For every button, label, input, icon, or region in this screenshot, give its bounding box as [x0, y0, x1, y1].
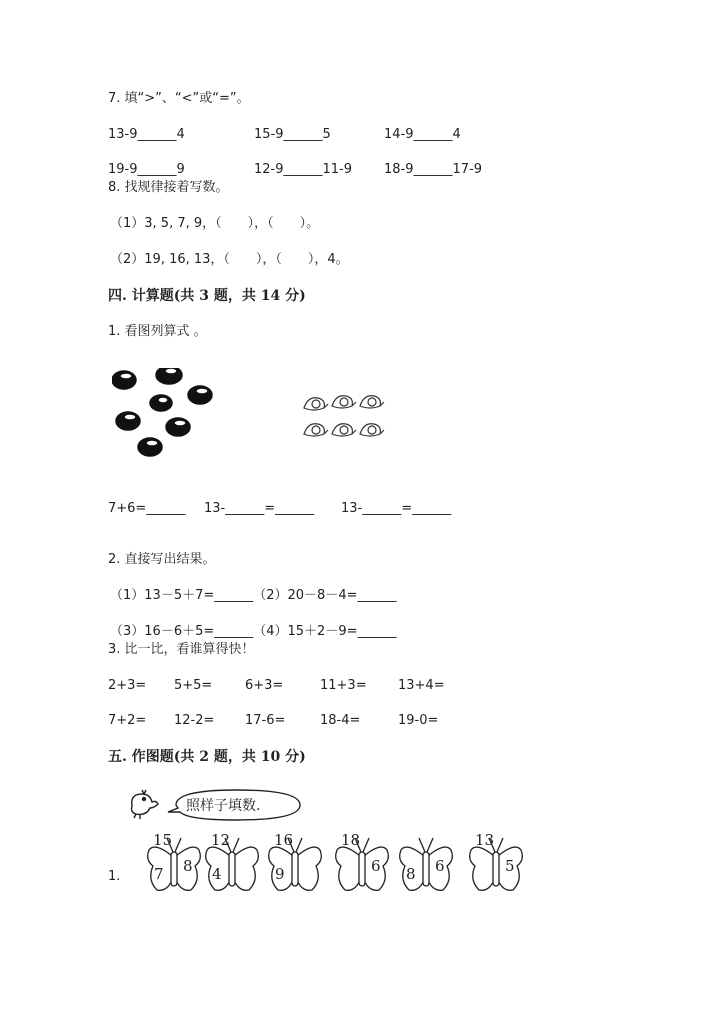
- snails-illustration: [300, 390, 390, 442]
- q3-item: 6+3=: [245, 678, 284, 693]
- equation: 13-______=______: [204, 501, 315, 516]
- section-heading: 五. 作图题(共 2 题，共 10 分): [108, 749, 306, 765]
- q7-item: 19-9______9: [108, 162, 185, 177]
- q3-item: 2+3=: [108, 678, 147, 693]
- q3-item: 18-4=: [320, 713, 361, 728]
- q7-item: 14-9______4: [384, 127, 461, 142]
- question-title: 2. 直接写出结果。: [108, 552, 216, 567]
- question-title: 1. 看图列算式 。: [108, 324, 207, 339]
- q7-item: 15-9______5: [254, 127, 331, 142]
- q2-line: （3）16－6＋5=______（4）15＋2－9=______: [110, 624, 397, 639]
- q7-item: 18-9______17-9: [384, 162, 483, 177]
- q3-item: 12-2=: [174, 713, 215, 728]
- equation: 13-______=______: [341, 501, 452, 516]
- butterfly: [397, 830, 455, 896]
- butterfly-top-number: 16: [274, 831, 294, 849]
- q3-item: 7+2=: [108, 713, 147, 728]
- butterfly-right-number: 8: [183, 857, 193, 875]
- bubble-text: 照样子填数.: [186, 798, 261, 814]
- butterfly: [266, 830, 324, 896]
- butterfly-top-number: 18: [341, 831, 361, 849]
- q3-item: 11+3=: [320, 678, 367, 693]
- butterfly: [145, 830, 203, 896]
- q8-title: 8. 找规律接着写数。: [108, 180, 229, 195]
- q3-item: 19-0=: [398, 713, 439, 728]
- equation: 7+6=______: [108, 501, 186, 516]
- q7-item: 12-9______11-9: [254, 162, 353, 177]
- q3-item: 13+4=: [398, 678, 445, 693]
- butterfly-right-number: 5: [505, 857, 515, 875]
- butterfly-left-number: 7: [154, 865, 164, 883]
- butterfly-left-number: 9: [275, 865, 285, 883]
- butterfly-left-number: 4: [212, 865, 222, 883]
- q8-line: （1）3, 5, 7, 9，（ ），（ ）。: [110, 216, 320, 231]
- q3-item: 5+5=: [174, 678, 213, 693]
- beans-illustration: [112, 368, 232, 464]
- q3-item: 17-6=: [245, 713, 286, 728]
- q7-title: 7. 填“>”、“<”或“=”。: [108, 91, 250, 106]
- bird-icon: [128, 786, 168, 820]
- butterfly-left-number: 8: [406, 865, 416, 883]
- q8-line: （2）19, 16, 13，（ ），（ ），4。: [110, 252, 349, 267]
- section-heading: 四. 计算题(共 3 题，共 14 分): [108, 288, 306, 304]
- question-title: 3. 比一比，看谁算得快！: [108, 642, 255, 657]
- butterfly-top-number: 15: [153, 831, 173, 849]
- butterfly: [467, 830, 525, 896]
- item-number: 1.: [108, 869, 121, 884]
- q2-line: （1）13－5＋7=______（2）20－8－4=______: [110, 588, 397, 603]
- butterfly-right-number: 6: [435, 857, 445, 875]
- q7-item: 13-9______4: [108, 127, 185, 142]
- butterfly: [333, 830, 391, 896]
- butterfly-right-number: 6: [371, 857, 381, 875]
- butterfly-top-number: 13: [475, 831, 495, 849]
- butterfly-top-number: 12: [211, 831, 231, 849]
- butterfly: [203, 830, 261, 896]
